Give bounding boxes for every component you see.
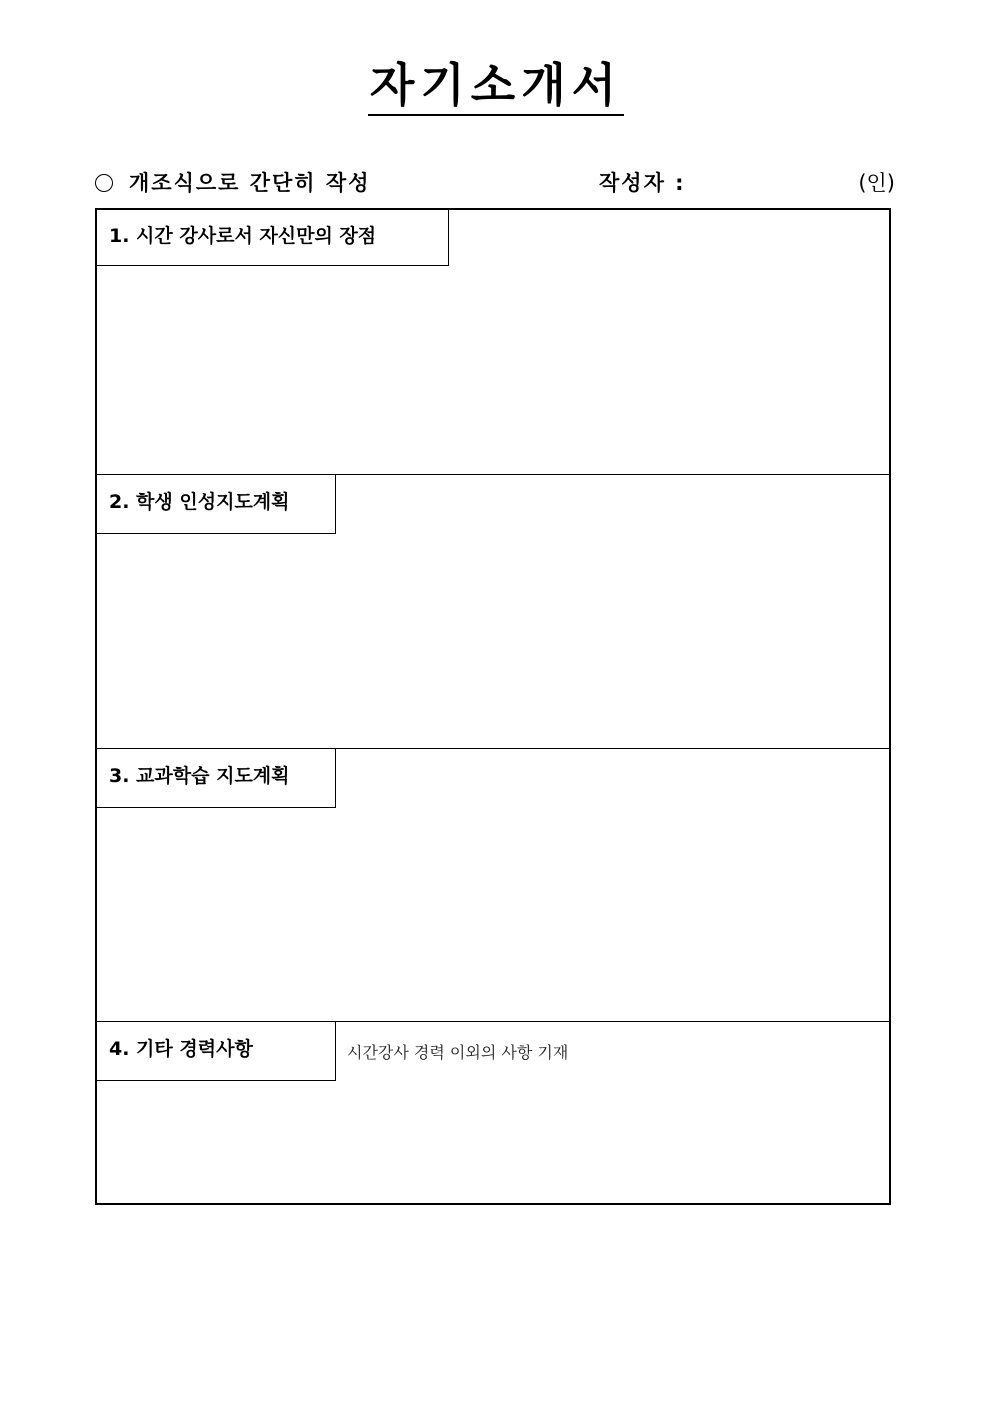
section-character-guidance: [97, 474, 889, 748]
section-note: 시간강사 경력 이외의 사항 기재: [347, 1043, 569, 1062]
section-strengths: [97, 210, 889, 474]
section-label: 1. 시간 강사로서 자신만의 장점: [97, 210, 449, 266]
section-study-guidance: [97, 748, 889, 1021]
section-label: 2. 학생 인성지도계획: [97, 475, 336, 534]
seal-label: (인): [858, 171, 895, 195]
author-label: 작성자 :: [599, 171, 686, 195]
section-label: 4. 기타 경력사항: [97, 1022, 336, 1081]
instruction-text: 개조식으로 간단히 작성: [129, 171, 371, 195]
form-table: [95, 208, 891, 1205]
document-title: 자기소개서: [368, 58, 624, 116]
instruction-row: [95, 168, 895, 198]
circle-bullet-icon: [95, 174, 113, 192]
section-other-career: [97, 1021, 889, 1203]
section-label: 3. 교과학습 지도계획: [97, 749, 336, 808]
document-title-wrap: [0, 58, 992, 112]
